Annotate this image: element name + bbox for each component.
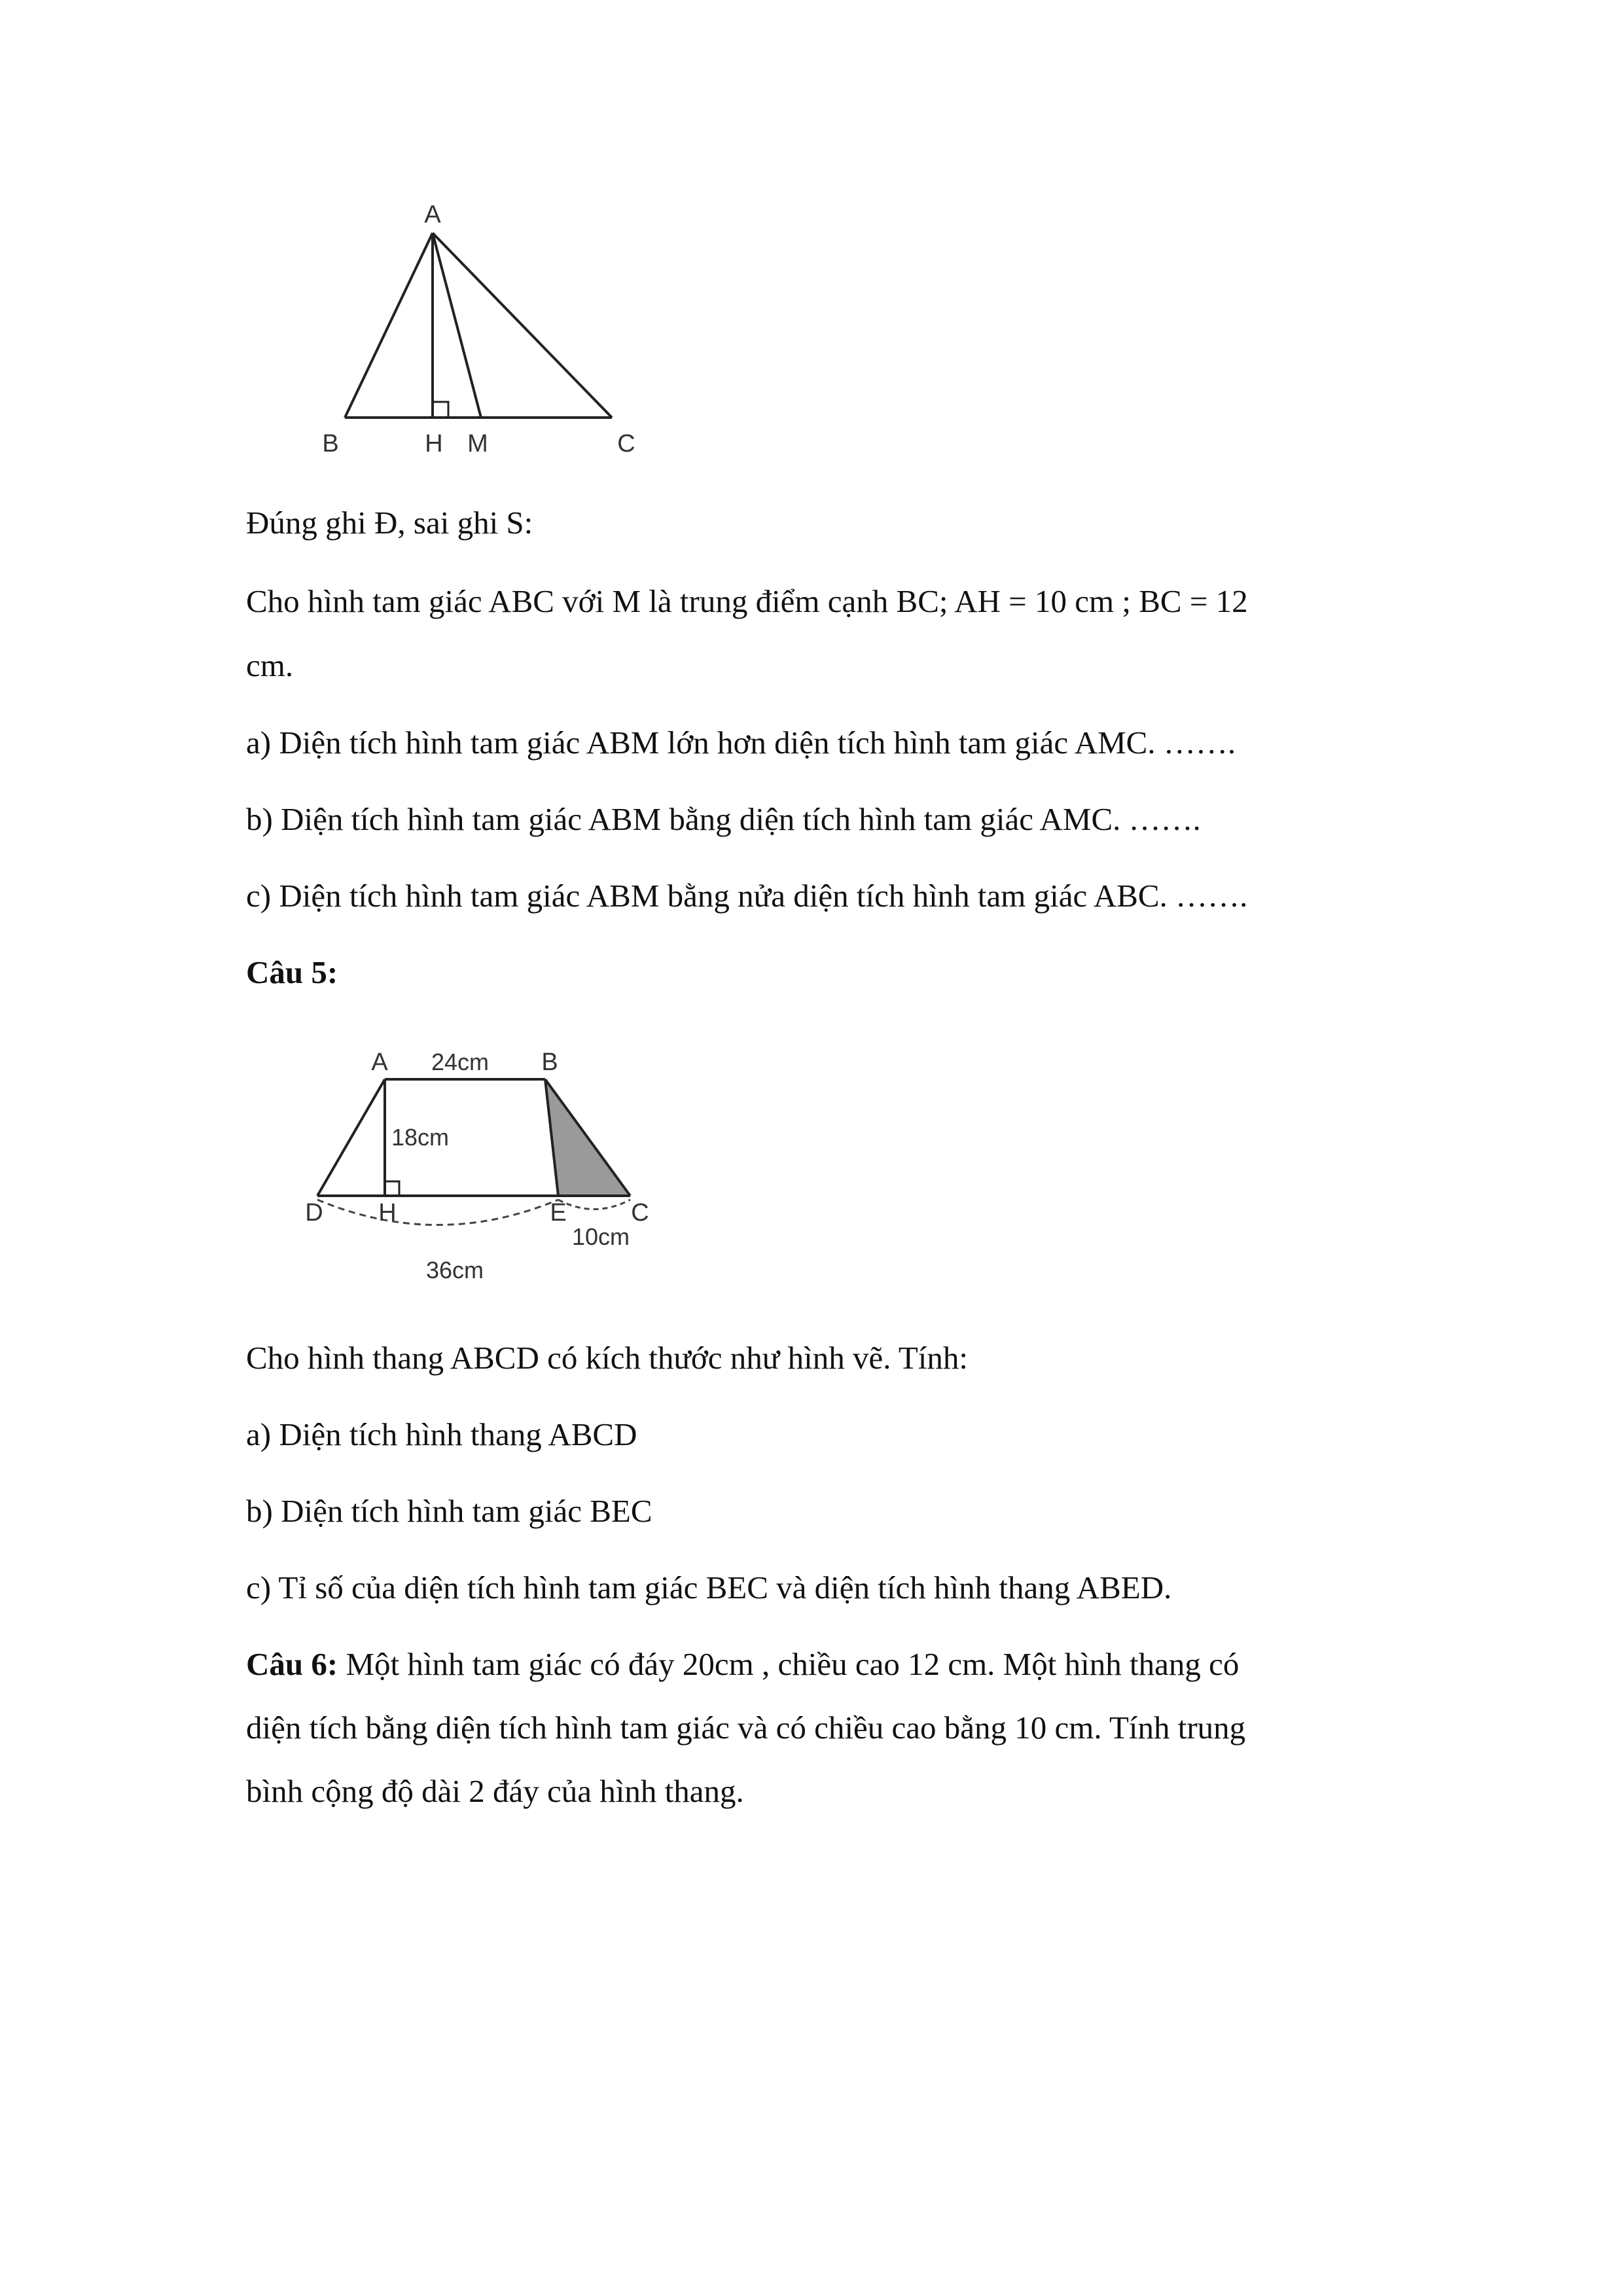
q5-part-a: a) Diện tích hình thang ABCD <box>246 1416 637 1452</box>
q4-statement-line2: cm. <box>246 647 294 683</box>
median-am <box>433 233 481 418</box>
side-ad <box>317 1079 385 1196</box>
label-d: D <box>305 1199 323 1227</box>
q5-intro: Cho hình thang ABCD có kích thước như hình vẽ. Tính: <box>246 1340 968 1376</box>
label-b: B <box>322 430 339 457</box>
right-angle-mark <box>433 402 448 418</box>
trapezoid-abcd-figure <box>288 1034 707 1296</box>
label-h: H <box>378 1199 397 1227</box>
label-a: A <box>371 1049 388 1076</box>
q6-line1-text: Một hình tam giác có đáy 20cm , chiều cao 12 cm. Một hình thang có <box>338 1646 1240 1682</box>
label-m: M <box>467 430 488 457</box>
q5-heading: Câu 5: <box>246 954 338 990</box>
label-ec-length: 10cm <box>571 1223 630 1250</box>
label-height-length: 18cm <box>391 1124 450 1151</box>
q6-heading: Câu 6: <box>246 1646 338 1682</box>
side-ab <box>345 233 433 418</box>
arc-ec <box>558 1200 630 1210</box>
arc-de <box>317 1200 558 1225</box>
label-c: C <box>631 1199 649 1227</box>
label-de-length: 36cm <box>425 1257 484 1283</box>
label-e: E <box>550 1199 567 1227</box>
label-c: C <box>617 430 635 457</box>
label-top-length: 24cm <box>431 1049 490 1075</box>
triangle-abc-figure <box>259 196 651 471</box>
side-ac <box>433 233 612 418</box>
right-angle-mark <box>385 1181 399 1196</box>
label-h: H <box>425 430 443 457</box>
q4-instruction: Đúng ghi Đ, sai ghi S: <box>246 505 533 541</box>
q6-line2: diện tích bằng diện tích hình tam giác và có chiều cao bằng 10 cm. Tính trung <box>246 1710 1246 1746</box>
q4-statement-line1: Cho hình tam giác ABC với M là trung điểm cạnh BC; AH = 10 cm ; BC = 12 <box>246 583 1248 619</box>
q6-line1 <box>246 1645 1388 1683</box>
q4-option-c: c) Diện tích hình tam giác ABM bằng nửa diện tích hình tam giác ABC. ……. <box>246 878 1248 914</box>
trapezoid-abcd-diagram <box>288 1034 707 1296</box>
q5-part-c: c) Tỉ số của diện tích hình tam giác BEC và diện tích hình thang ABED. <box>246 1570 1172 1605</box>
q4-option-b: b) Diện tích hình tam giác ABM bằng diện tích hình tam giác AMC. ……. <box>246 801 1201 837</box>
q5-part-b: b) Diện tích hình tam giác BEC <box>246 1493 652 1529</box>
q6-line3: bình cộng độ dài 2 đáy của hình thang. <box>246 1773 744 1809</box>
label-a: A <box>424 201 441 228</box>
q4-option-a: a) Diện tích hình tam giác ABM lớn hơn diện tích hình tam giác AMC. ……. <box>246 725 1236 761</box>
label-b: B <box>541 1049 558 1076</box>
triangle-abc-diagram <box>259 196 651 471</box>
